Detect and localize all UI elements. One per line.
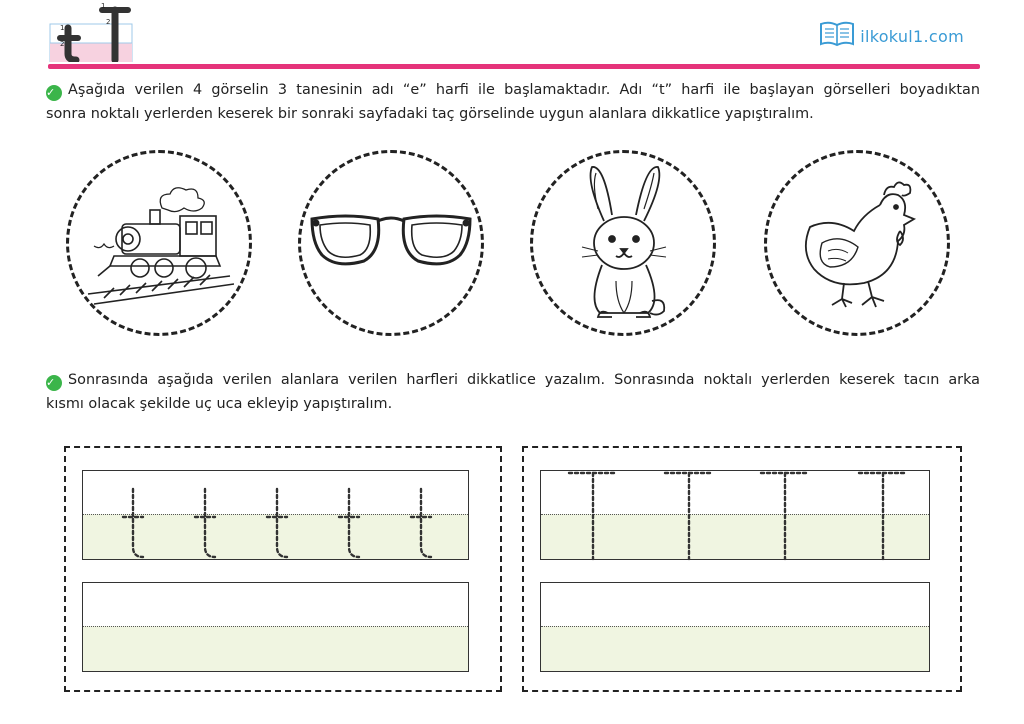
header-divider [48, 64, 980, 69]
brand-name: ilkokul1.com [860, 26, 964, 46]
picture-circle-train [66, 150, 252, 336]
instruction-line: sonra noktalı yerlerden keserek bir sonraki sayfadaki taç görselinde uygun alanlara dikkatlice yapıştıralım. [46, 106, 814, 122]
cutout-strip-uppercase [522, 446, 962, 692]
instruction-text: Sonrasında aşağıda verilen alanlara verilen harfleri dikkatlice yazalım. Sonrasında noktalı yerlerden keserek tacın arka [68, 372, 980, 388]
instruction-1 [46, 78, 980, 126]
chicken-icon [792, 171, 922, 315]
picture-circle-chicken [764, 150, 950, 336]
cutout-strip-lowercase [64, 446, 502, 692]
open-book-icon [818, 20, 856, 52]
picture-circle-rabbit [530, 150, 716, 336]
lower-band [541, 626, 929, 671]
picture-circle-glasses [298, 150, 484, 336]
instruction-line [46, 78, 980, 102]
stroke-number: 1 [101, 2, 106, 10]
lower-band [83, 626, 468, 671]
traceable-t-capital-letters [541, 471, 931, 561]
instruction-text: Aşağıda verilen 4 görselin 3 tanesinin adı “e” harfi ile başlamaktadır. Adı “t” harfi ile başlayan görselleri boyadıktan [68, 82, 980, 98]
stroke-number: 2 [60, 40, 65, 48]
train-icon [84, 176, 234, 310]
instruction-line: kısmı olacak şekilde uç uca ekleyip yapıştıralım. [46, 396, 393, 412]
check-circle-icon: ✓ [46, 85, 62, 101]
brand [818, 20, 964, 52]
instruction-2 [46, 368, 980, 416]
instruction-line [46, 368, 980, 392]
stroke-number: 1 [60, 24, 65, 32]
check-circle-icon: ✓ [46, 375, 62, 391]
sunglasses-icon [306, 211, 476, 275]
traceable-t-letters [83, 471, 470, 561]
writing-row-uppercase[interactable] [540, 582, 930, 672]
rabbit-icon [568, 161, 678, 325]
tracing-row-lowercase[interactable] [82, 470, 469, 560]
writing-row-lowercase[interactable] [82, 582, 469, 672]
stroke-number: 2 [106, 18, 111, 26]
tracing-row-uppercase[interactable] [540, 470, 930, 560]
letter-logo [46, 4, 140, 62]
